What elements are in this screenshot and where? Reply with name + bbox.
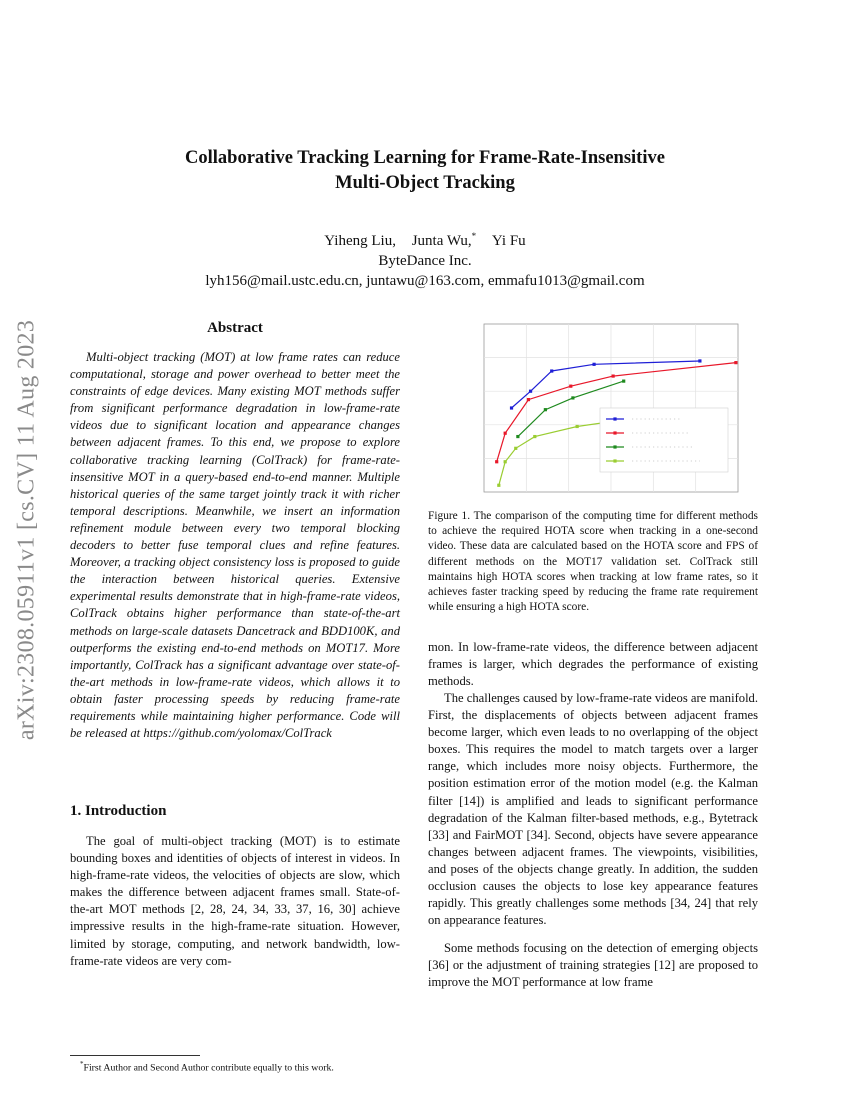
figure-1-chart: [480, 320, 740, 496]
series-1-point: [529, 390, 532, 393]
introduction-body: The goal of multi-object tracking (MOT) is to estimate bounding boxes and identities of objects of interest in videos. In high-frame-rate videos, the velocities of objects are slow, which makes the difference between adjacent frames small. State-of-the-art MOT methods [2, 28, 24, 34, 33, 37, 16, 30] achieve impressive results in the high-frame-rate situation. However, limited by storage, computing, and network bandwidth, low-frame-rate videos are very com-: [70, 834, 400, 968]
series-3-point: [516, 435, 519, 438]
figure-1-caption: Figure 1. The comparison of the computing time for different methods to achieve the required HOTA score when tracking in a one-second video. These data are calculated based on the HOTA score and FPS of different methods on the MOT17 validation set. ColTrack still maintains high HOTA scores when tracking at low frame rates, so it achieves faster tracking speed by reducing the frame rate requirement while ensuring a high HOTA score.: [428, 510, 758, 614]
author-2: [412, 233, 476, 249]
series-2-point: [495, 460, 498, 463]
paper-title: [100, 146, 750, 196]
legend-marker-4: [613, 459, 616, 462]
series-4-point: [533, 435, 536, 438]
series-2-point: [612, 374, 615, 377]
series-4-point: [576, 425, 579, 428]
legend-marker-1: [613, 417, 616, 420]
series-1-point: [510, 406, 513, 409]
series-1-point: [550, 369, 553, 372]
title-line-2: Multi-Object Tracking: [335, 173, 515, 193]
introduction-heading: 1. Introduction: [70, 803, 167, 819]
footnote-text: First Author and Second Author contribute equally to this work.: [83, 1062, 334, 1074]
series-2-point: [527, 398, 530, 401]
author-block: [100, 226, 750, 291]
series-3-point: [544, 408, 547, 411]
series-4-point: [504, 460, 507, 463]
right-paragraph-2: The challenges caused by low-frame-rate videos are manifold. First, the displacements of objects between adjacent frames become larger, which even leads to no overlapping of the object boxes. This requires the model to match targets over a larger range, which includes more noisy objects. Furthermore, the position estimation error of the motion model (e.g. the Kalman filter [14]) is amplified and leads to significant performance degradation of the Kalman filter-based methods, e.g., Bytetrack [33] and FairMOT [34]. Second, objects have severe appearance changes between adjacent frames. The viewpoints, visibilities, and poses of the objects change greatly. In addition, the sudden occlusion causes the objects to lose key appearance features rapidly. This greatly challenges some methods [34, 24] that rely on appearance features.: [428, 691, 759, 928]
author-star: *: [471, 231, 477, 241]
author-1: Yiheng Liu,: [324, 233, 396, 249]
series-2-point: [734, 361, 737, 364]
series-3-point: [571, 396, 574, 399]
footnote-rule: [70, 1055, 200, 1056]
author-2-name: Junta Wu,: [411, 233, 472, 249]
legend-marker-2: [613, 431, 616, 434]
affiliation: ByteDance Inc.: [378, 253, 472, 269]
series-4-point: [514, 447, 517, 450]
author-names: [100, 226, 750, 251]
title-line-1: Collaborative Tracking Learning for Frame-Rate-Insensitive: [185, 148, 665, 168]
abstract-body: Multi-object tracking (MOT) at low frame rates can reduce computational, storage and power overhead to better meet the constraints of edge devices. Many existing MOT methods suffer from significant performance degradation in low-frame-rate videos due to significant location and appearance changes between adjacent frames. To this end, we propose to explore collaborative tracking learning (ColTrack) for frame-rate-insensitive MOT in a query-based end-to-end manner. Multiple historical queries of the same target jointly track it with richer temporal descriptions. Meanwhile, we insert an information refinement module between every two temporal blocking decoders to better fuse temporal clues and refine features. Moreover, a tracking object consistency loss is proposed to guide the interaction between historical queries. Extensive experimental results demonstrate that in high-frame-rate videos, ColTrack obtains higher performance than state-of-the-art methods on large-scale datasets Dancetrack and BDD100K, and outperforms the existing end-to-end methods on MOT17. More importantly, ColTrack has a significant advantage over state-of-the-art methods in low-frame-rate videos, which allows it to obtain faster processing speeds by reducing frame-rate requirements while maintaining higher performance. Code will be released at https://github.com/yolomax/ColTrack: [70, 350, 400, 741]
arxiv-stamp: [4, 290, 50, 770]
footnote-star: *: [80, 1060, 84, 1068]
series-4-point: [497, 484, 500, 487]
series-1-point: [592, 363, 595, 366]
chart-svg: [480, 320, 740, 496]
author-emails: lyh156@mail.ustc.edu.cn, juntawu@163.com, emmafu1013@gmail.com: [205, 273, 645, 289]
author-3: Yi Fu: [491, 233, 526, 249]
series-2-point: [569, 385, 572, 388]
footnote: [80, 1060, 334, 1073]
series-3-point: [622, 380, 625, 383]
legend-box: [600, 408, 728, 472]
series-1-point: [698, 359, 701, 362]
arxiv-stamp-text: arXiv:2308.05911v1 [cs.CV] 11 Aug 2023: [13, 319, 40, 741]
right-paragraph-1: mon. In low-frame-rate videos, the difference between adjacent frames is larger, which degrades the performance of existing methods.: [428, 640, 758, 689]
right-paragraph-3: Some methods focusing on the detection of emerging objects [36] or the adjustment of training strategies [12] are proposed to improve the MOT performance at low frame: [428, 941, 758, 990]
abstract-heading: Abstract: [207, 320, 263, 336]
series-2-point: [504, 432, 507, 435]
legend-marker-3: [613, 445, 616, 448]
